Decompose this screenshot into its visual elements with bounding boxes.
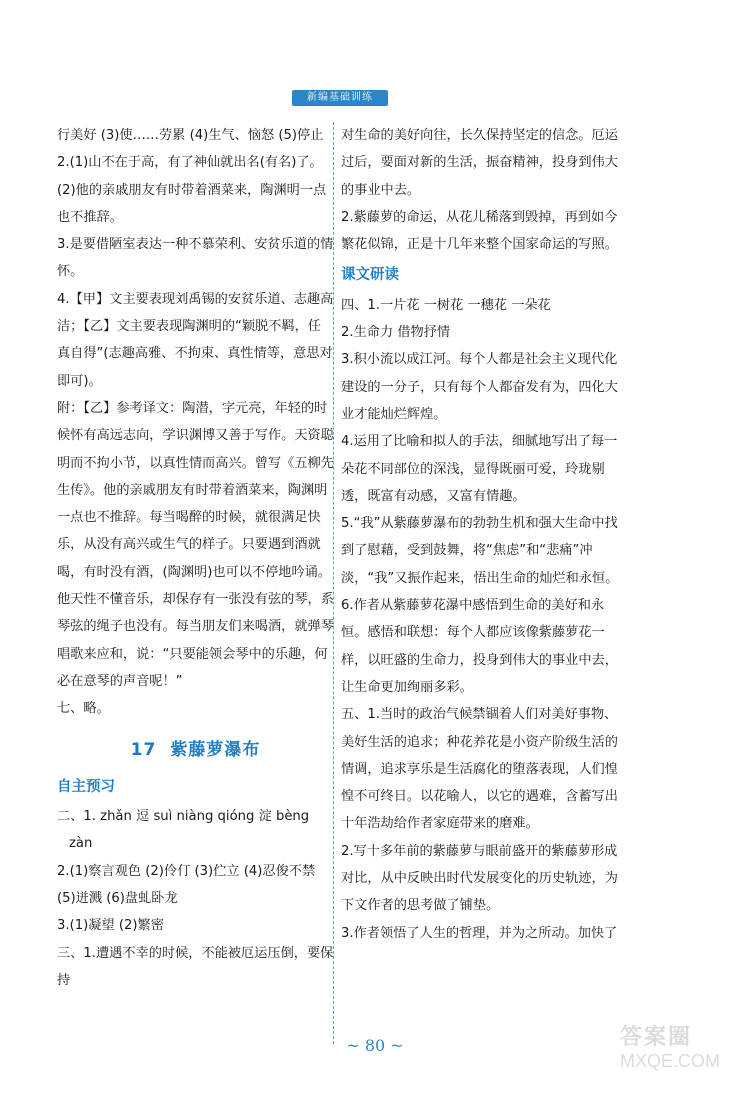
- text-line: 行美好 (3)使……劳累 (4)生气、恼怒 (5)停止: [57, 128, 324, 143]
- page-header-banner: 新编基础训练: [292, 90, 388, 106]
- section-title-preview: 自主预习: [57, 778, 115, 795]
- text-line: 4.运用了比喻和拟人的手法，细腻地写出了每一朵花不同部位的深浅，显得既丽可爱，玲珑剔透，既富有动感，又富有情趣。: [341, 434, 618, 504]
- page-number: ~ 80 ~: [346, 1036, 404, 1055]
- lesson-number: 17: [130, 739, 157, 760]
- watermark-logo: [620, 1020, 740, 1090]
- lesson-name: 紫藤萝瀑布: [170, 739, 261, 760]
- text-line: 2.紫藤萝的命运，从花儿稀落到毁掉，再到如今繁花似锦，正是十几年来整个国家命运的写照。: [341, 209, 618, 253]
- text-line: 三、1.遭遇不幸的时候，不能被厄运压倒，要保持: [57, 945, 334, 988]
- text-line: 5.“我”从紫藤萝瀑布的勃勃生机和强大生命中找到了慰藉，受到鼓舞，将“焦虑”和“悲痛”冲淡，“我”又振作起来，悟出生命的灿烂和永恒。: [341, 516, 619, 586]
- text-line: 四、1.一片花 一树花 一穗花 一朵花: [341, 297, 551, 313]
- text-line: 3.是要借陋室表达一种不慕荣利、安贫乐道的情怀。: [57, 237, 334, 280]
- text-line: 6.作者从紫藤萝花瀑中感悟到生命的美好和永恒。感悟和联想：每个人都应该像紫藤萝花一样，以旺盛的生命力，投身到伟大的事业中去，让生命更加绚丽多彩。: [341, 598, 618, 695]
- left-column: [57, 122, 334, 994]
- text-line: (2)他的亲戚朋友有时带着酒菜来，陶渊明一点也不推辞。: [57, 182, 327, 225]
- watermark-domain: MXQE.COM: [620, 1051, 721, 1071]
- text-line: 附：【乙】参考译文：陶潜，字元亮，年轻的时候怀有高远志向，学识渊博又善于写作。天资聪明而不拘小节，以真性情而高兴。曾写《五柳先生传》。他的亲戚朋友有时带着酒菜来，陶渊明一点也不推辞。每当喝醉的时候，就很满足快乐，从没有高兴或生气的样子。只要遇到酒就喝，有时没有酒，(陶渊明)也可以不停地吟诵。他天性不懂音乐，却保存有一张没有弦的琴，系琴弦的绳子也没有。每当朋友们来喝酒，就弹琴唱歌来应和，说：“只要能领会琴中的乐趣，何必在意琴的声音呢！”: [57, 400, 334, 689]
- text-line: 五、1.当时的政治气候禁锢着人们对美好事物、美好生活的追求；种花养花是小资产阶级生活的情调，追求享乐是生活腐化的堕落表现，人们惶惶不可终日。以花喻人，以它的遇难，含蓄写出十年浩劫给作者家庭带来的磨难。: [341, 707, 618, 832]
- text-line: 2.(1)山不在于高，有了神仙就出名(有名)了。: [57, 155, 323, 171]
- section-title-study: 课文研读: [341, 267, 399, 284]
- text-line: 4.【甲】文主要表现刘禹锡的安贫乐道、志趣高洁；【乙】文主要表现陶渊明的“颖脱不羁，任真自得”(志趣高雅、不拘束、真性情等，意思对即可)。: [57, 291, 334, 389]
- text-line: 七、略。: [57, 701, 110, 717]
- text-line: 2.写十多年前的紫藤萝与眼前盛开的紫藤萝形成对比，从中反映出时代发展变化的历史轨迹，为下文作者的思考做了铺垫。: [341, 843, 618, 914]
- watermark-text: 答案圈: [620, 1025, 693, 1050]
- text-line: 3.作者领悟了人生的哲理，并为之所动。加快了: [341, 925, 618, 941]
- text-line: 2.(1)察言观色 (2)伶仃 (3)伫立 (4)忍俊不禁 (5)迸溅 (6)盘虬卧龙: [57, 863, 316, 907]
- text-line: 3.积小流以成江河。每个人都是社会主义现代化建设的一分子，只有每个人都奋发有为，四化大业才能灿烂辉煌。: [341, 352, 618, 422]
- lesson-title: [57, 737, 334, 764]
- right-column: [341, 122, 620, 947]
- text-line: 对生命的美好向往，长久保持坚定的信念。厄运过后，要面对新的生活，振奋精神，投身到伟大的事业中去。: [341, 128, 618, 198]
- text-line: 二、1. zhǎn 逗 suì niàng qióng 淀 bèng: [57, 809, 310, 825]
- text-line: 2.生命力 借物抒情: [341, 325, 451, 341]
- text-line: zàn: [69, 836, 93, 852]
- text-line: 3.(1)凝望 (2)繁密: [57, 918, 164, 934]
